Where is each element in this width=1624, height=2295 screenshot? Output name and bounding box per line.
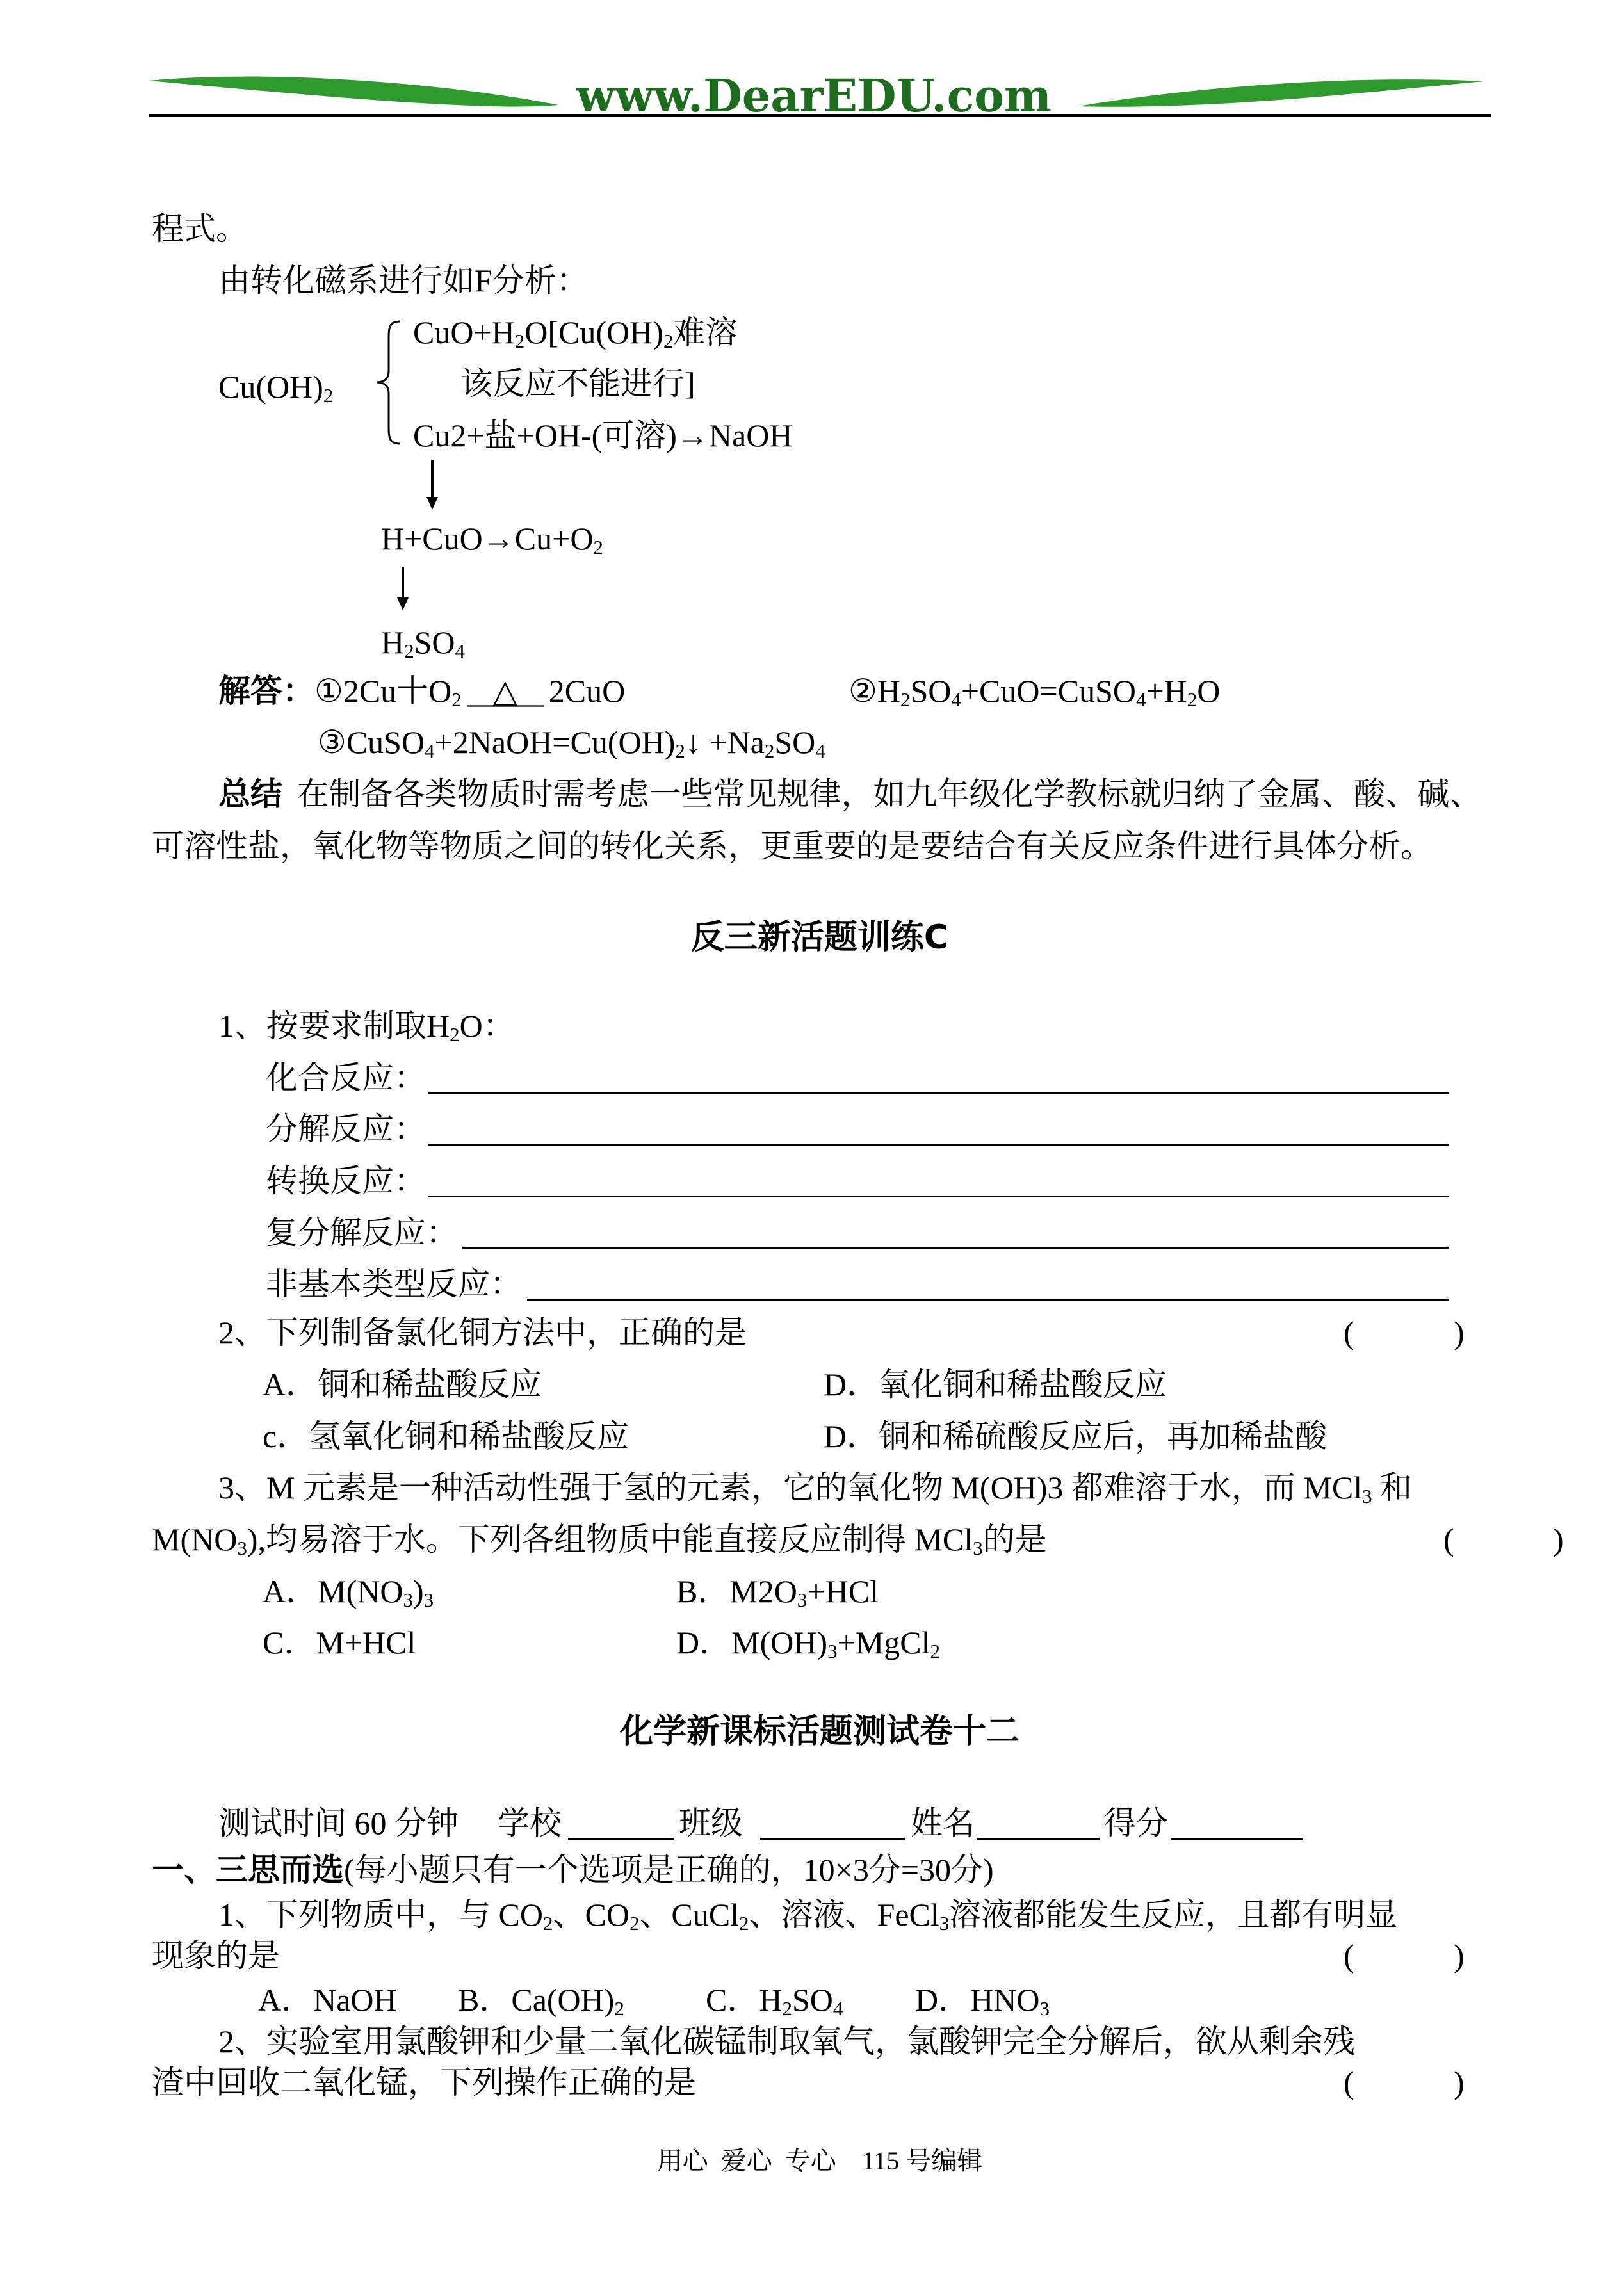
text-run: B．M2O	[676, 1573, 797, 1609]
summary-line-2: 可溶性盐，氧化物等物质之间的转化关系，更重要的是要结合有关反应条件进行具体分析。	[152, 828, 1433, 864]
text-run: SO	[774, 724, 816, 760]
school-blank	[568, 1838, 674, 1840]
text-run: ),均易溶于水。下列各组物质中能直接反应制得 MCl	[247, 1521, 973, 1557]
analysis-step2	[381, 521, 603, 558]
test-q1-line-1	[218, 1897, 1398, 1934]
answer-blank-line	[428, 1144, 1449, 1146]
text-run: O	[1197, 673, 1221, 709]
name-label: 姓名	[911, 1805, 975, 1841]
reaction-condition-heat: △	[467, 677, 544, 707]
equation-1-left	[314, 673, 462, 709]
practice-q3-line-2	[152, 1521, 1047, 1559]
option-d: D．铜和稀硫酸反应后，再加稀盐酸	[824, 1418, 1328, 1454]
analysis-branch-note: 该反应不能进行]	[460, 366, 695, 401]
answer-blank-line	[462, 1247, 1449, 1249]
option-d	[915, 1982, 1050, 2020]
score-blank	[1171, 1838, 1303, 1840]
text-run: 、CO	[553, 1897, 629, 1933]
option-c	[263, 1626, 416, 1659]
school-label: 学校	[498, 1805, 562, 1841]
text-run: SO	[792, 1982, 833, 2018]
summary-text: 在制备各类物质时需考虑一些常见规律，如九年级化学教标就归纳了金属、酸、碱、	[296, 776, 1482, 812]
text-run: 、CuCl	[639, 1897, 740, 1933]
blank-label-displacement: 转换反应：	[266, 1163, 426, 1199]
analysis-branch-top	[413, 314, 738, 352]
blank-label-non-basic: 非基本类型反应：	[266, 1266, 522, 1302]
subscript: 3	[973, 1536, 983, 1559]
answer-blank-line	[428, 1196, 1449, 1197]
text-run: 的是	[982, 1521, 1047, 1557]
blank-label-double-displacement: 复分解反应：	[266, 1215, 458, 1251]
text-run: 3、M 元素是一种活动性强于氢的元素，它的氧化物 M(OH)3 都难溶于水，而 MCl	[218, 1470, 1363, 1505]
subscript: 2	[764, 739, 775, 762]
text-run: D．M(OH)	[676, 1625, 828, 1660]
text-run: +2NaOH=Cu(OH)	[434, 724, 676, 760]
practice-q2-stem: 2、下列制备氯化铜方法中，正确的是	[218, 1315, 747, 1350]
subscript: 3	[423, 1588, 434, 1611]
subscript: 3	[237, 1536, 247, 1559]
subscript: 4	[425, 739, 435, 762]
answer-bracket-open: (	[1443, 1521, 1454, 1557]
subscript: 2	[542, 1911, 553, 1934]
text-run: ②H	[849, 673, 900, 709]
answer-bracket-close: )	[1553, 1521, 1564, 1557]
subscript: 4	[455, 639, 466, 662]
answer-line-1	[218, 672, 626, 711]
text-run: H	[381, 624, 405, 660]
text-run: +CuO=CuSO	[961, 673, 1136, 709]
option-c: c．氢氧化铜和稀盐酸反应	[263, 1418, 629, 1454]
text-run: C．H	[706, 1982, 783, 2018]
blank-label-combination: 化合反应：	[266, 1060, 426, 1096]
text-run: Cu2+盐+OH-(可溶)	[413, 418, 677, 453]
subscript: 2	[323, 384, 334, 407]
text-run: SO	[910, 673, 952, 709]
text-run: +HCl	[807, 1573, 879, 1609]
score-label: 得分	[1104, 1805, 1168, 1841]
subscript: 2	[593, 535, 603, 558]
answer-bracket-close: )	[1454, 2064, 1465, 2100]
analysis-intro: 由转化磁系进行如F分析：	[218, 263, 589, 298]
answer-blank-line	[428, 1092, 1449, 1094]
subscript: 2	[629, 1911, 640, 1934]
test-q2-line-2: 渣中回收二氧化锰，下列操作正确的是	[152, 2064, 696, 2100]
practice-q3-line-1	[218, 1470, 1413, 1507]
subscript: 2	[675, 739, 685, 762]
text-run: )	[412, 1573, 424, 1609]
text-run: 和	[1372, 1470, 1413, 1505]
text-run: ③CuSO	[318, 724, 425, 760]
text-run: Cu(OH)	[218, 369, 323, 405]
answer-bracket-open: (	[1344, 1315, 1354, 1350]
practice-q1-stem	[218, 1008, 515, 1046]
option-a: A．铜和稀盐酸反应	[263, 1366, 542, 1402]
subscript: 2	[739, 1911, 749, 1934]
text-run: ①2Cu十O	[314, 673, 452, 709]
class-label: 班级	[679, 1805, 743, 1841]
analysis-reactant	[218, 369, 334, 407]
subscript: 2	[782, 1997, 792, 2020]
text-run: SO	[414, 624, 455, 660]
text-run: M(NO	[152, 1521, 238, 1557]
text-run: H+CuO	[381, 521, 483, 556]
answer-bracket-close: )	[1454, 1938, 1465, 1974]
left-swoosh	[149, 77, 558, 107]
part1-heading-line	[152, 1853, 994, 1886]
subscript: 2	[930, 1639, 940, 1662]
option-b	[676, 1573, 879, 1611]
text-run: D．HNO	[915, 1982, 1040, 2018]
text-run: C．M+HCl	[263, 1625, 416, 1660]
answer-bracket-close: )	[1454, 1315, 1465, 1350]
continuation-text: 程式。	[152, 211, 248, 247]
test-q2-line-1: 2、实验室用氯酸钾和少量二氧化碳锰制取氧气，氯酸钾完全分解后，欲从剩余残	[218, 2023, 1355, 2059]
text-run: CuO+H	[413, 314, 515, 350]
subscript: 3	[827, 1639, 838, 1662]
class-blank	[760, 1838, 905, 1840]
summary-line-1	[218, 777, 1482, 811]
equation-3	[318, 724, 825, 762]
option-a	[258, 1983, 397, 2016]
option-b	[458, 1982, 624, 2020]
text-run: O[Cu(OH)	[524, 314, 663, 350]
subscript: 2	[450, 1023, 460, 1046]
site-logo-text: www.DearEDU.com	[576, 69, 1052, 122]
arrow-down-icon	[393, 567, 412, 612]
right-swoosh	[1078, 79, 1484, 107]
part1-heading: 一、三思而选	[152, 1851, 344, 1888]
text-run: Cu+O	[514, 521, 594, 556]
text-run: ↓ +Na	[685, 724, 765, 760]
subscript: 3	[939, 1911, 950, 1934]
subscript: 4	[815, 739, 825, 762]
text-run: NaOH	[708, 418, 793, 453]
curly-brace-icon	[375, 320, 403, 445]
text-run: +H	[1146, 673, 1187, 709]
subscript: 2	[451, 688, 462, 711]
subscript: 2	[1187, 688, 1198, 711]
text-run: 1、下列物质中，与 CO	[218, 1897, 543, 1933]
answer-blank-line	[527, 1299, 1449, 1301]
analysis-branch-bottom	[413, 419, 792, 452]
text-run: 1、按要求制取H	[218, 1008, 450, 1044]
equation-2	[849, 673, 1221, 711]
answer-bracket-open: (	[1344, 1938, 1354, 1974]
test-time: 测试时间 60 分钟	[218, 1805, 459, 1841]
subscript: 4	[951, 688, 961, 711]
text-run: 难溶	[673, 314, 738, 350]
analysis-step3	[381, 624, 466, 662]
blank-label-decomposition: 分解反应：	[266, 1111, 426, 1147]
subscript: 4	[1135, 688, 1146, 711]
subscript: 3	[403, 1588, 413, 1611]
part1-note: (每小题只有一个选项是正确的，10×3分=30分)	[344, 1852, 994, 1888]
subscript: 3	[1039, 1997, 1050, 2020]
arrow-down-icon	[423, 460, 442, 511]
answer-bracket-open: (	[1344, 2064, 1354, 2100]
text-run: 2CuO	[548, 673, 626, 709]
text-run: 溶液都能发生反应，且都有明显	[949, 1897, 1398, 1933]
text-run: A．M(NO	[263, 1573, 403, 1609]
option-a	[263, 1573, 434, 1611]
equation-1-right	[549, 673, 625, 709]
summary-label: 总结	[218, 775, 282, 813]
page-footer: 用心 爱心 专心 115 号编辑	[656, 2146, 983, 2175]
subscript: 2	[404, 639, 414, 662]
option-d	[676, 1625, 940, 1662]
text-run: 、溶液、FeCl	[749, 1897, 939, 1933]
text-run: →	[482, 521, 515, 556]
text-run: O：	[459, 1008, 515, 1044]
subscript: 2	[614, 1997, 624, 2020]
text-run: A．NaOH	[258, 1982, 397, 2018]
subscript: 2	[663, 329, 674, 352]
text-run: +MgCl	[837, 1625, 930, 1660]
answer-label: 解答：	[218, 672, 314, 710]
subscript: 2	[514, 329, 525, 352]
text-run: →	[676, 418, 709, 453]
text-run: B．Ca(OH)	[458, 1982, 615, 2018]
practice-title: 反三新活题训练C	[690, 918, 949, 957]
option-d: D．氧化铜和稀盐酸反应	[824, 1366, 1167, 1402]
subscript: 2	[900, 688, 911, 711]
name-blank	[977, 1838, 1100, 1840]
option-c	[706, 1982, 843, 2020]
subscript: 3	[1362, 1484, 1372, 1507]
subscript: 4	[832, 1997, 843, 2020]
test-title: 化学新课标活题测试卷十二	[619, 1712, 1019, 1751]
test-q1-line-2: 现象的是	[152, 1938, 280, 1974]
subscript: 3	[797, 1588, 808, 1611]
